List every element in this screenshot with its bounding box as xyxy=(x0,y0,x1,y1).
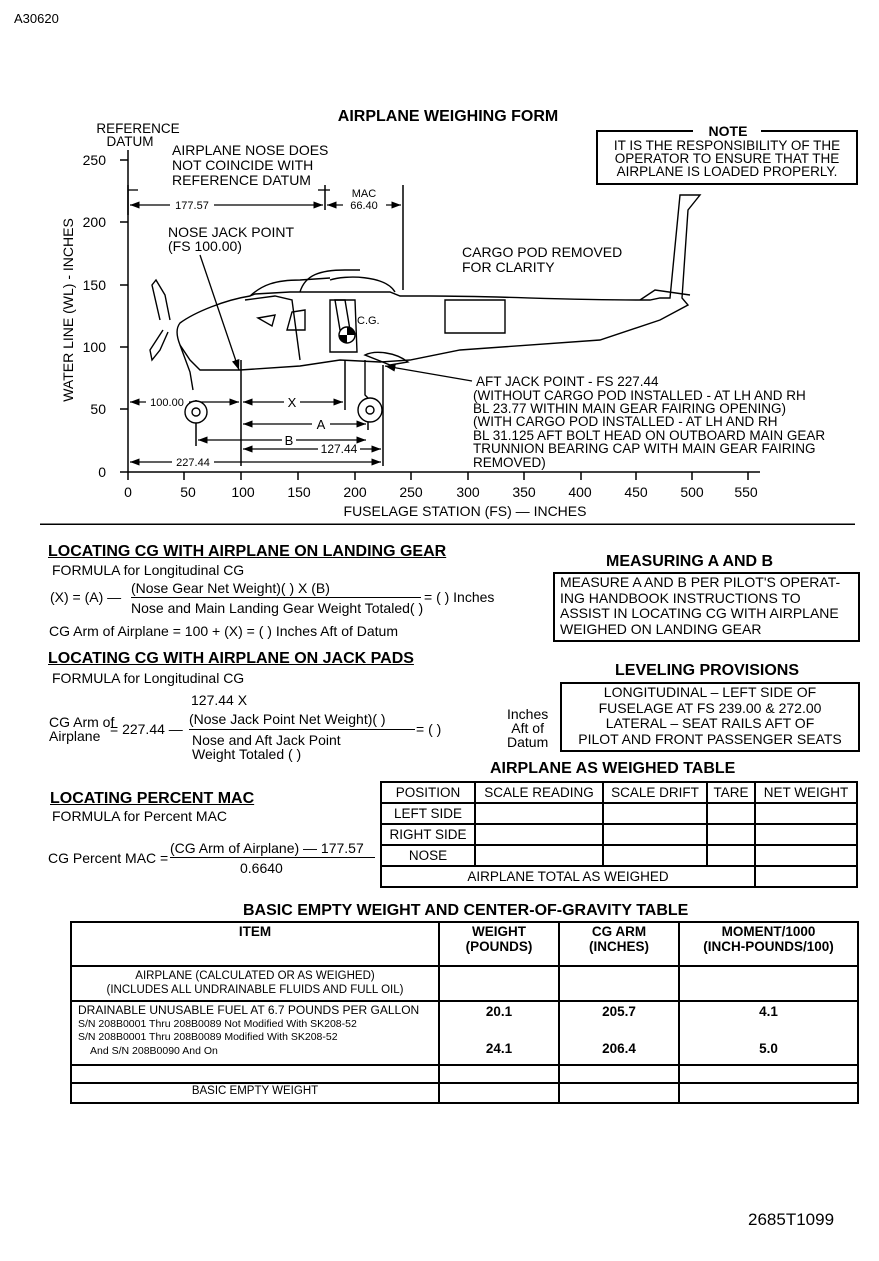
jack-pads-lhs: CG Arm of xyxy=(49,714,115,730)
y-tick: 100 xyxy=(82,339,106,355)
aft-jack-line: BL 31.125 AFT BOLT HEAD ON OUTBOARD MAIN GEAR xyxy=(473,428,826,443)
leveling-line: PILOT AND FRONT PASSENGER SEATS xyxy=(578,730,842,747)
x-tick: 250 xyxy=(399,484,423,500)
ref-datum: DATUM xyxy=(106,134,154,149)
percent-mac-heading: LOCATING PERCENT MAC xyxy=(50,790,255,807)
nose-jack-label: (FS 100.00) xyxy=(168,238,242,254)
ref-datum: REFERENCE xyxy=(96,121,180,136)
measuring-line: ING HANDBOOK INSTRUCTIONS TO xyxy=(560,589,801,606)
jack-pads-unit-line: Aft of xyxy=(511,720,544,736)
x-axis-label: FUSELAGE STATION (FS) — INCHES xyxy=(343,503,587,519)
weighed-cell[interactable] xyxy=(603,824,707,845)
leveling-box xyxy=(560,682,860,752)
weighed-row-label: RIGHT SIDE xyxy=(381,824,475,845)
x-tick: 500 xyxy=(680,484,704,500)
dim-177: 177.57 xyxy=(175,200,209,212)
be-cell[interactable] xyxy=(559,966,679,1001)
percent-mac-denominator: 0.6640 xyxy=(240,860,283,876)
weighed-cell[interactable] xyxy=(707,803,755,824)
table-row xyxy=(381,782,857,803)
measuring-heading: MEASURING A AND B xyxy=(606,553,774,570)
be-cell[interactable] xyxy=(679,966,858,1001)
landing-gear-denominator: Nose and Main Landing Gear Weight Totaled( ) xyxy=(131,600,424,616)
weighed-total-label: AIRPLANE TOTAL AS WEIGHED xyxy=(381,866,755,887)
jack-pads-numerator: (Nose Jack Point Net Weight)( ) xyxy=(189,711,386,727)
x-tick: 550 xyxy=(734,484,758,500)
jack-pads-lhs: Airplane xyxy=(49,728,101,744)
be-header-line: WEIGHT xyxy=(472,924,526,939)
y-tick: 0 xyxy=(98,464,106,480)
x-tick: 100 xyxy=(231,484,255,500)
dim-227: 227.44 xyxy=(176,457,210,469)
table-row xyxy=(71,1001,858,1065)
be-header-line: MOMENT/1000 xyxy=(721,924,816,939)
be-cell[interactable] xyxy=(439,1083,559,1103)
aft-jack-line: REMOVED) xyxy=(473,455,546,470)
be-fuel-item xyxy=(71,1001,439,1065)
be-item-line: S/N 208B0001 Thru 208B0089 Not Modified With SK208-52 xyxy=(78,1017,357,1030)
leveling-heading: LEVELING PROVISIONS xyxy=(615,662,800,679)
table-row xyxy=(381,803,857,824)
weighed-header: SCALE READING xyxy=(475,782,603,803)
be-header xyxy=(439,922,559,966)
be-value: 4.1 xyxy=(759,1004,778,1019)
x-tick: 150 xyxy=(287,484,311,500)
be-value: 206.4 xyxy=(602,1041,636,1056)
table-row xyxy=(71,966,858,1001)
drawing-number: 2685T1099 xyxy=(748,1210,835,1229)
weighed-cell[interactable] xyxy=(475,824,603,845)
weighed-cell[interactable] xyxy=(475,803,603,824)
be-header-line: CG ARM xyxy=(591,924,647,939)
be-moment xyxy=(679,1001,858,1065)
x-tick: 300 xyxy=(456,484,480,500)
be-cell[interactable] xyxy=(559,1083,679,1103)
jack-pads-eq: = 227.44 — xyxy=(110,721,183,737)
weighed-cell[interactable] xyxy=(707,824,755,845)
be-cell[interactable] xyxy=(439,966,559,1001)
leveling-line: FUSELAGE AT FS 239.00 & 272.00 xyxy=(598,699,822,716)
dim-a: A xyxy=(316,417,326,432)
x-tick: 400 xyxy=(568,484,592,500)
be-basic-label: BASIC EMPTY WEIGHT xyxy=(71,1083,439,1103)
x-tick: 200 xyxy=(343,484,367,500)
cargo-pod-label: CARGO POD REMOVED xyxy=(462,244,623,260)
be-value: 24.1 xyxy=(485,1041,513,1056)
aft-jack-line: AFT JACK POINT - FS 227.44 xyxy=(476,374,659,389)
be-header-line: (INCH-POUNDS/100) xyxy=(703,939,834,954)
weighed-cell[interactable] xyxy=(475,845,603,866)
weighing-diagram xyxy=(0,0,879,525)
landing-gear-result: = ( ) Inches xyxy=(424,589,495,605)
weighed-cell[interactable] xyxy=(755,845,857,866)
jack-pads-top: 127.44 X xyxy=(191,692,248,708)
be-header xyxy=(679,922,858,966)
jack-pads-denominator: Weight Totaled ( ) xyxy=(192,746,302,762)
be-cell[interactable] xyxy=(439,1065,559,1083)
jack-pads-result: = ( ) xyxy=(416,721,442,737)
landing-gear-cg-arm: CG Arm of Airplane = 100 + (X) = ( ) Inches Aft of Datum xyxy=(49,623,398,639)
landing-gear-numerator: (Nose Gear Net Weight)( ) X (B) xyxy=(131,580,330,596)
dim-127: 127.44 xyxy=(320,442,358,456)
jack-pads-unit xyxy=(507,707,548,749)
weighed-row-label: LEFT SIDE xyxy=(381,803,475,824)
basic-empty-title: BASIC EMPTY WEIGHT AND CENTER-OF-GRAVITY TABLE xyxy=(243,902,689,919)
weighed-total-cell[interactable] xyxy=(755,866,857,887)
be-arm xyxy=(559,1001,679,1065)
nose-note: REFERENCE DATUM xyxy=(172,172,311,188)
be-header-line: ITEM xyxy=(238,924,272,939)
percent-mac-lhs: CG Percent MAC = xyxy=(48,850,169,866)
be-item-line: And S/N 208B0090 And On xyxy=(90,1044,218,1057)
weighed-cell[interactable] xyxy=(707,845,755,866)
table-row xyxy=(381,845,857,866)
be-airplane-item xyxy=(71,966,439,1001)
be-header-line: (INCHES) xyxy=(589,939,649,954)
x-tick: 50 xyxy=(180,484,196,500)
measuring-line: MEASURE A AND B PER PILOT'S OPERAT- xyxy=(560,574,841,590)
be-value: 20.1 xyxy=(485,1004,513,1019)
measuring-box xyxy=(553,572,860,642)
weighed-header: POSITION xyxy=(381,782,475,803)
y-tick: 200 xyxy=(82,214,106,230)
landing-gear-lhs: (X) = (A) — xyxy=(50,589,122,605)
measuring-line: ASSIST IN LOCATING CG WITH AIRPLANE xyxy=(560,605,839,621)
dim-100: 100.00 xyxy=(150,397,184,409)
note-line: AIRPLANE IS LOADED PROPERLY. xyxy=(616,164,838,179)
jack-pads-unit-line: Datum xyxy=(507,734,549,750)
weighed-row-label: NOSE xyxy=(381,845,475,866)
cg-label: C.G. xyxy=(357,315,380,327)
percent-mac-numerator: (CG Arm of Airplane) — 177.57 xyxy=(170,840,364,856)
diagram-title: AIRPLANE WEIGHING FORM xyxy=(337,108,559,125)
weighed-header: NET WEIGHT xyxy=(755,782,857,803)
nose-note: NOT COINCIDE WITH xyxy=(172,157,314,173)
be-header xyxy=(559,922,679,966)
weighed-cell[interactable] xyxy=(603,845,707,866)
jack-pads-heading: LOCATING CG WITH AIRPLANE ON JACK PADS xyxy=(48,650,414,667)
x-tick: 0 xyxy=(124,484,132,500)
table-row xyxy=(71,1083,858,1103)
nose-note: AIRPLANE NOSE DOES xyxy=(172,142,329,158)
be-item-line: DRAINABLE UNUSABLE FUEL AT 6.7 POUNDS PER GALLON xyxy=(78,1003,420,1017)
be-item-line: AIRPLANE (CALCULATED OR AS WEIGHED) xyxy=(135,970,375,982)
be-header-line: (POUNDS) xyxy=(465,939,533,954)
weighed-table xyxy=(380,781,858,888)
aft-jack-line: TRUNNION BEARING CAP WITH MAIN GEAR FAIRING xyxy=(473,441,816,456)
aft-jack-line: BL 23.77 WITHIN MAIN GEAR FAIRING OPENING) xyxy=(473,401,787,416)
weighed-cell[interactable] xyxy=(755,824,857,845)
leveling-line: LATERAL – SEAT RAILS AFT OF xyxy=(605,715,815,731)
leveling-line: LONGITUDINAL – LEFT SIDE OF xyxy=(603,684,817,700)
jack-pads-unit-line: Inches xyxy=(507,706,549,722)
table-row xyxy=(71,922,858,966)
y-tick: 250 xyxy=(82,152,106,168)
weighed-header: TARE xyxy=(707,782,755,803)
weighed-header: SCALE DRIFT xyxy=(603,782,707,803)
be-cell[interactable] xyxy=(679,1083,858,1103)
jack-pads-denominator: Nose and Aft Jack Point xyxy=(192,732,341,748)
landing-gear-formula-label: FORMULA for Longitudinal CG xyxy=(52,562,245,578)
aft-jack-line: (WITH CARGO POD INSTALLED - AT LH AND RH xyxy=(473,414,778,429)
be-value: 5.0 xyxy=(759,1041,778,1056)
note-line: IT IS THE RESPONSIBILITY OF THE xyxy=(613,138,841,153)
weighed-cell[interactable] xyxy=(755,803,857,824)
jack-pads-formula-label: FORMULA for Longitudinal CG xyxy=(52,670,245,686)
be-cell[interactable] xyxy=(679,1065,858,1083)
y-axis-label: WATER LINE (WL) - INCHES xyxy=(60,218,76,402)
note-title: NOTE xyxy=(708,123,748,139)
cg-symbol xyxy=(339,327,355,343)
mac-label: MAC xyxy=(351,188,377,200)
basic-empty-table xyxy=(70,921,859,1104)
be-item-line: (INCLUDES ALL UNDRAINABLE FLUIDS AND FULL OIL) xyxy=(106,984,404,996)
table-row xyxy=(381,824,857,845)
dim-x: X xyxy=(287,395,297,410)
dim-b: B xyxy=(284,433,294,448)
be-item-line: S/N 208B0001 Thru 208B0089 Modified With SK208-52 xyxy=(78,1031,338,1043)
table-row xyxy=(71,1065,858,1083)
be-cell[interactable] xyxy=(71,1065,439,1083)
y-tick: 150 xyxy=(82,277,106,293)
percent-mac-formula-label: FORMULA for Percent MAC xyxy=(52,808,228,824)
be-value: 205.7 xyxy=(602,1004,636,1019)
x-tick: 450 xyxy=(624,484,648,500)
x-tick: 350 xyxy=(512,484,536,500)
table-row xyxy=(381,866,857,887)
note-line: OPERATOR TO ENSURE THAT THE xyxy=(614,151,840,166)
landing-gear-heading: LOCATING CG WITH AIRPLANE ON LANDING GEAR xyxy=(48,543,447,560)
cargo-pod-label: FOR CLARITY xyxy=(462,259,555,275)
dim-mac: 66.40 xyxy=(350,200,378,212)
y-tick: 50 xyxy=(90,401,106,417)
weighed-cell[interactable] xyxy=(603,803,707,824)
aft-jack-line: (WITHOUT CARGO POD INSTALLED - AT LH AND RH xyxy=(473,388,806,403)
be-cell[interactable] xyxy=(559,1065,679,1083)
doc-id: A30620 xyxy=(14,11,59,26)
measuring-line: WEIGHED ON LANDING GEAR xyxy=(560,620,762,637)
be-weight xyxy=(439,1001,559,1065)
nose-jack-label: NOSE JACK POINT xyxy=(168,224,295,240)
be-header xyxy=(71,922,439,966)
weighed-table-title: AIRPLANE AS WEIGHED TABLE xyxy=(490,760,736,777)
